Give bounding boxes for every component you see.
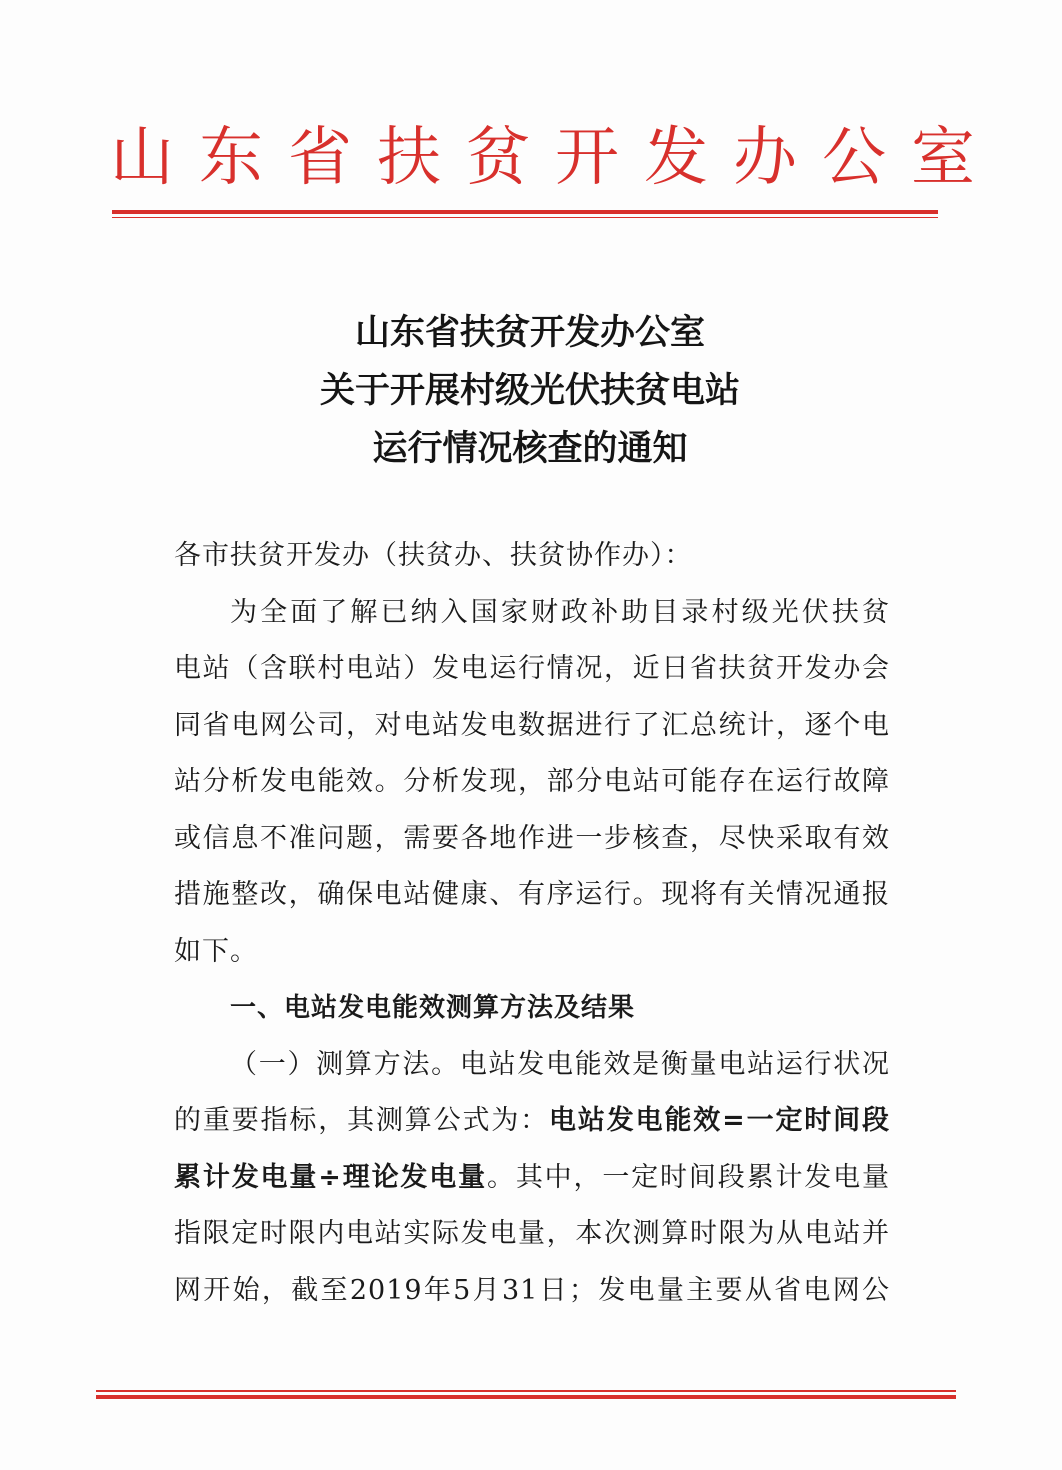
para2-line-4: 指限定时限内电站实际发电量，本次测算时限为从电站并 xyxy=(174,1218,890,1249)
para1-line-4: 站分析发电能效。分析发现，部分电站可能存在运行故障 xyxy=(174,766,890,797)
letterhead-red-rule-thick xyxy=(112,210,938,214)
para1-line-3: 同省电网公司，对电站发电数据进行了汇总统计，逐个电 xyxy=(174,709,890,741)
footer-red-rule-thin xyxy=(96,1390,956,1392)
document-body xyxy=(174,528,890,1319)
para2-line-2 xyxy=(174,1093,890,1150)
para1-line-1: 为全面了解已纳入国家财政补助目录村级光伏扶贫 xyxy=(230,596,890,628)
para2-formula-part-2: 累计发电量÷理论发电量 xyxy=(174,1161,487,1193)
letterhead-org-name: 山东省扶贫开发办公室 xyxy=(110,121,1000,195)
para2-line-2-normal: 的重要指标，其测算公式为： xyxy=(174,1105,550,1136)
para2-line-5: 网开始，截至2019年5月31日；发电量主要从省电网公 xyxy=(174,1274,890,1306)
para2-line-1: （一）测算方法。电站发电能效是衡量电站运行状况 xyxy=(230,1048,890,1080)
title-line-2: 关于开展村级光伏扶贫电站 xyxy=(319,371,740,411)
document-title xyxy=(180,304,880,478)
section-heading-1: 一、电站发电能效测算方法及结果 xyxy=(230,993,636,1023)
para1-line-7: 如下。 xyxy=(174,935,258,967)
para2-line-3 xyxy=(174,1150,890,1207)
para1-line-6: 措施整改，确保电站健康、有序运行。现将有关情况通报 xyxy=(174,879,890,910)
title-line-3: 运行情况核查的通知 xyxy=(372,429,688,469)
para2-formula-part-1: 电站发电能效=一定时间段 xyxy=(549,1105,891,1136)
para1-line-5: 或信息不准问题，需要各地作进一步核查，尽快采取有效 xyxy=(174,822,890,854)
title-line-1: 山东省扶贫开发办公室 xyxy=(354,313,705,353)
para2-line-3-normal: 。其中，一定时间段累计发电量 xyxy=(486,1161,891,1193)
salutation: 各市扶贫开发办（扶贫办、扶贫协作办）： xyxy=(174,540,693,571)
letterhead-red-rule-thin xyxy=(112,217,938,218)
para1-line-2: 电站（含联村电站）发电运行情况，近日省扶贫开发办会 xyxy=(174,653,890,684)
footer-red-rule-thick xyxy=(96,1395,956,1399)
